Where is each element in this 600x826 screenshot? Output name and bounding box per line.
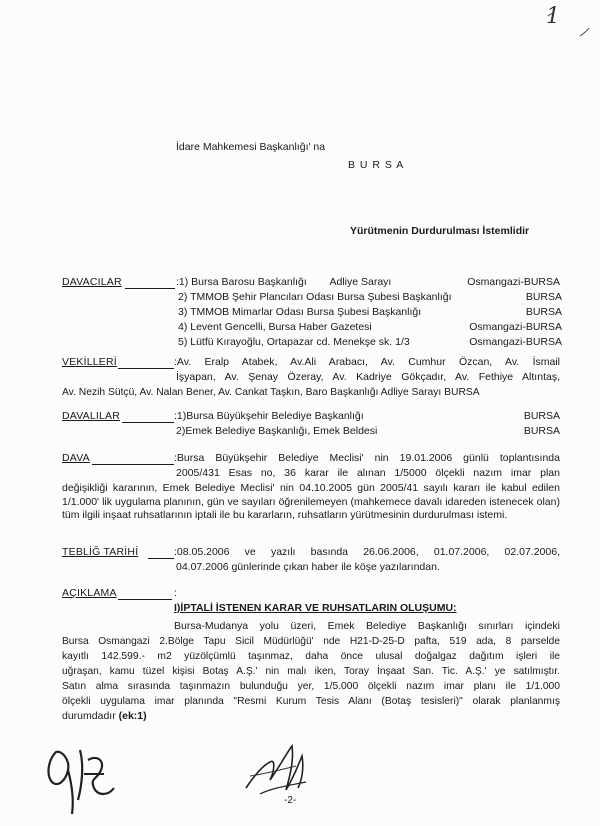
- notification-label-rule: [148, 558, 174, 559]
- defendants-label: DAVALILAR: [62, 410, 121, 422]
- explanation-colon: :: [174, 587, 177, 599]
- plaintiff-place: Osmangazi-BURSA: [467, 276, 560, 288]
- plaintiff-row: [178, 306, 562, 319]
- defendant-place: BURSA: [523, 410, 560, 422]
- plaintiff-row: [178, 336, 562, 349]
- plaintiff-row: [178, 291, 562, 304]
- notification-line-2: 04.07.2006 günlerinde çıkan haber ile köşe yazılarından.: [176, 561, 440, 573]
- attorneys-line-1: :Av. Eralp Atabek, Av.Ali Arabacı, Av. Cumhur Özcan, Av. İsmail: [174, 356, 560, 368]
- explanation-label: AÇIKLAMA: [62, 587, 117, 599]
- notification-line-1: :08.05.2006 ve yazılı basında 26.06.2006, 01.07.2006, 02.07.2006,: [174, 546, 560, 558]
- signature-icon: [240, 736, 320, 800]
- defendants-label-rule: [122, 422, 174, 423]
- addressee-city: B U R S A: [348, 159, 405, 171]
- explanation-line: Satın alma sırasında taşınmazın bulunduğu yer, 1/5.000 ölçekli nazım imar planı ile 1/1.000: [62, 681, 560, 692]
- defendant-row: [174, 410, 560, 423]
- explanation-label-rule: [118, 599, 172, 600]
- explanation-last-line: [62, 710, 147, 723]
- defendant-place: BURSA: [523, 425, 560, 437]
- case-line-1: :Bursa Büyükşehir Belediye Meclisi' nin 19.01.2006 günlü toplantısında: [174, 452, 560, 464]
- explanation-line: Bursa-Mudanya yolu üzeri, Emek Belediye Başkanlığı sınırları içindeki: [174, 620, 560, 632]
- addressee-line-1: İdare Mahkemesi Başkanlığı' na: [176, 141, 326, 153]
- attorneys-label-rule: [118, 368, 174, 369]
- plaintiff-text: 4) Levent Gencelli, Bursa Haber Gazetesi: [178, 321, 372, 333]
- plaintiff-text: :1) Bursa Barosu Başkanlığı Adliye Sarayı: [176, 276, 392, 288]
- explanation-line: Bursa Osmangazi 2.Bölge Tapu Sicil Müdürlüğü' nde H21-D-25-D pafta, 519 ada, 8 parselde: [62, 636, 560, 647]
- plaintiff-text: 3) TMMOB Mimarlar Odası Bursa Şubesi Başkanlığı: [178, 306, 422, 318]
- explanation-heading: I)İPTALİ İSTENEN KARAR VE RUHSATLARIN OLUŞUMU:: [174, 602, 457, 614]
- defendant-row: [176, 425, 560, 438]
- plaintiff-text: 5) Lütfü Kırayoğlu, Ortapazar cd. Menekşe sk. 1/3: [178, 336, 410, 348]
- case-label-rule: [92, 464, 174, 465]
- explanation-last-text: durumdadır: [62, 710, 116, 722]
- attorneys-label: VEKİLLERİ: [62, 356, 117, 368]
- plaintiffs-label: DAVACILAR: [62, 276, 122, 288]
- attorneys-line-2: İşyapan, Av. Şenay Özeray, Av. Kadriye Gökçadır, Av. Fethiye Altıntaş,: [176, 371, 560, 383]
- explanation-line: uğraşan, kamu tüzel kişisi Botaş A.Ş.' nin malı iken, Toray İnşaat San. Tic. A.Ş.' ye satılmıştır.: [62, 666, 560, 677]
- plaintiff-row: [176, 276, 560, 289]
- plaintiff-place: BURSA: [525, 291, 562, 303]
- plaintiffs-label-rule: [125, 288, 175, 289]
- defendant-text: 2)Emek Belediye Başkanlığı, Emek Beldesi: [176, 425, 378, 437]
- case-label: DAVA: [62, 452, 90, 464]
- plaintiff-place: BURSA: [525, 306, 562, 318]
- explanation-line: ölçekli uygulama imar planında "Resmi Kurum Tesis Alanı (Botaş tesisleri)" olarak planlanmış: [62, 696, 560, 707]
- page-mark-stroke-icon: [540, 6, 590, 40]
- page-mark-text: 1: [546, 4, 560, 29]
- attorneys-line-3: Av. Nezih Sütçü, Av. Nalan Bener, Av. Cankat Taşkın, Baro Başkanlığı Adliye Sarayı BURSA: [62, 387, 480, 398]
- subject-line: Yürütmenin Durdurulması İstemlidir: [350, 225, 530, 237]
- notification-label: TEBLİĞ TARİHİ: [62, 546, 139, 558]
- handwritten-initials-icon: [38, 730, 128, 820]
- case-body: değişikliği kararının, Emek Belediye Meclisi' nin 04.10.2005 gün 2005/41 sayılı kararı ile kabul edilen 1/1.000' lik uygulama planının, gün ve sayıları öğrenilemeyen (mahkemece davalı idareden istenecek olan) tüm ilgili inşaat ruhsatlarının iptali ile bu kararların, ruhsatların yürütmesinin durdurulması istemi.: [62, 482, 560, 521]
- plaintiff-place: Osmangazi-BURSA: [469, 336, 562, 348]
- case-line-2: 2005/431 Esas no, 36 karar ile alınan 1/5000 ölçekli nazım imar plan: [176, 467, 560, 479]
- plaintiff-place: Osmangazi-BURSA: [469, 321, 562, 333]
- plaintiff-text: 2) TMMOB Şehir Plancıları Odası Bursa Şubesi Başkanlığı: [178, 291, 452, 303]
- appendix-reference: (ek:1): [118, 710, 147, 722]
- page-number: -2-: [284, 795, 297, 806]
- defendant-text: :1)Bursa Büyükşehir Belediye Başkanlığı: [174, 410, 364, 422]
- plaintiff-row: [178, 321, 562, 334]
- explanation-line: kayıtlı 142.599.- m2 yüzölçümlü taşınmaz, daha önce ulusal doğalgaz dağıtım işleri ile: [62, 651, 560, 662]
